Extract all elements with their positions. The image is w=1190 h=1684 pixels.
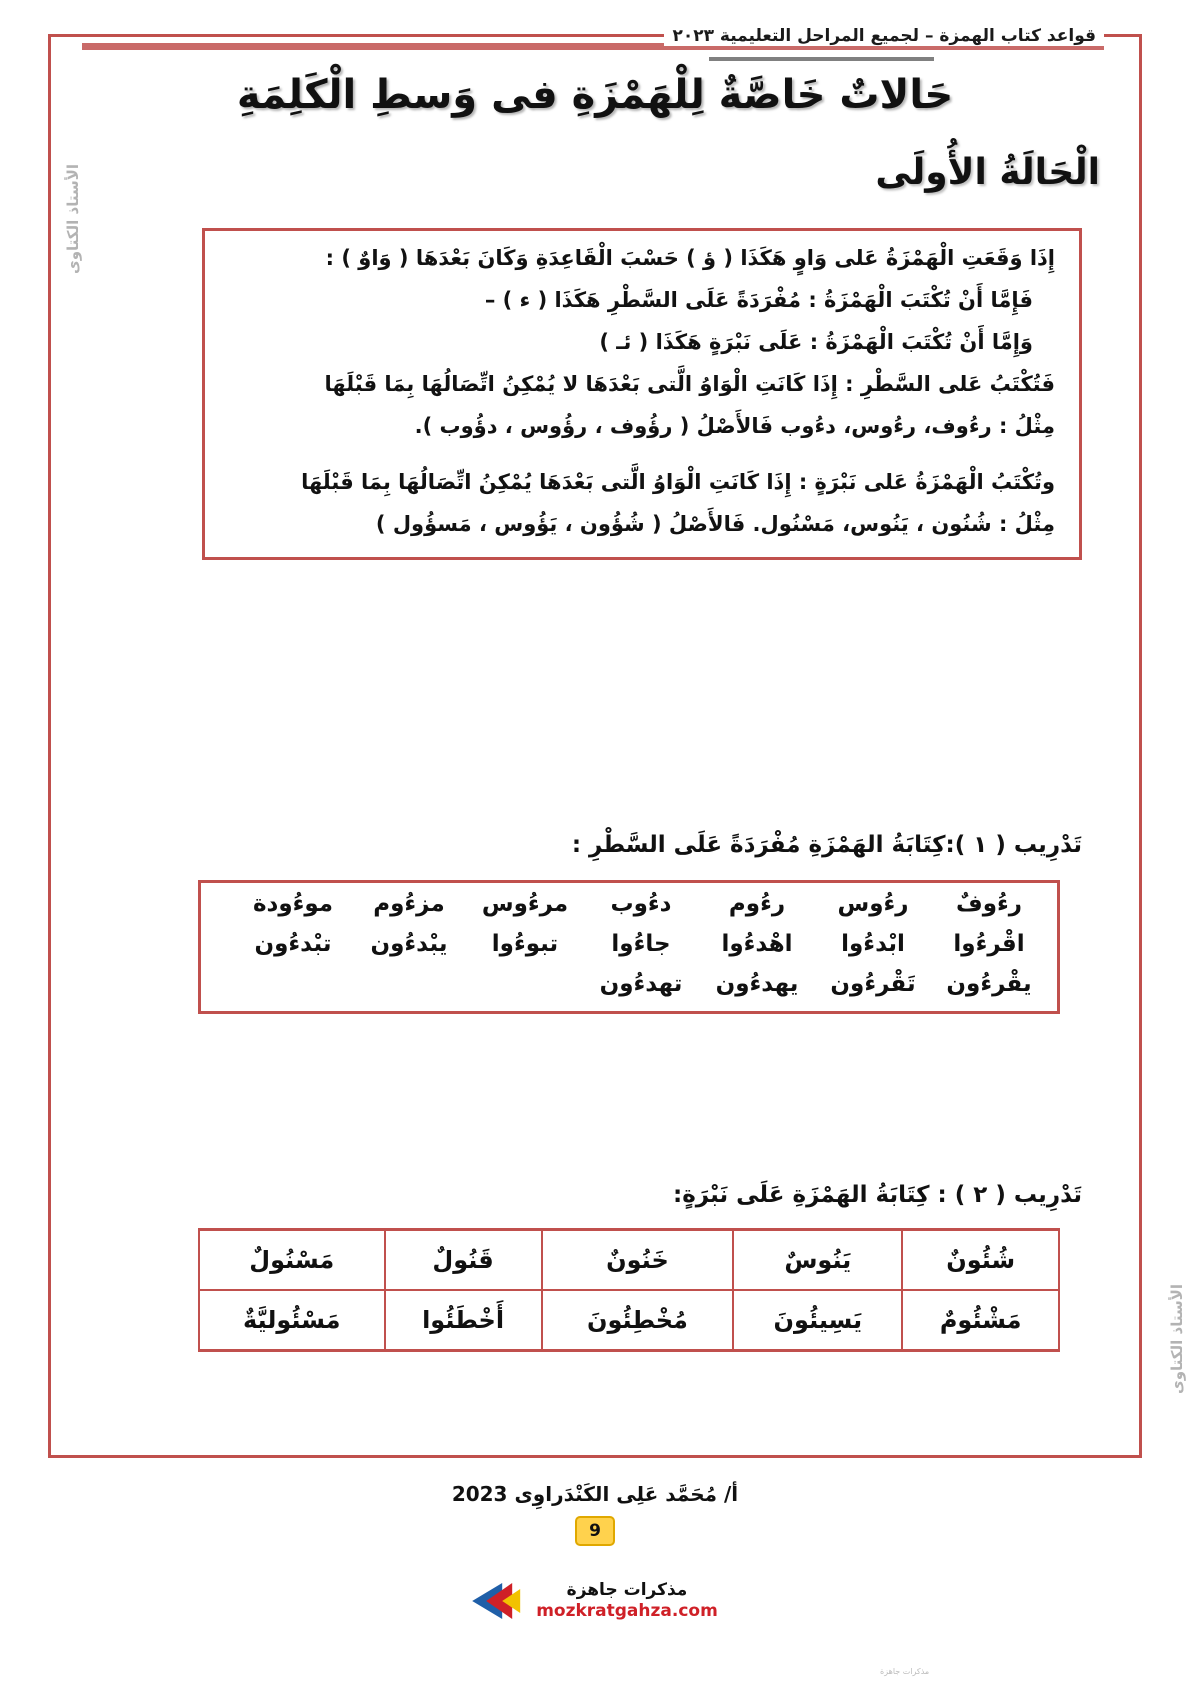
word-cell: مُخْطِئُونَ xyxy=(542,1290,734,1351)
word-cell: تبوءُوا xyxy=(491,931,559,957)
brand-url: mozkratgahza.com xyxy=(536,1601,718,1622)
exercise-2-heading: تَدْرِيب ( ٢ ) : كِتَابَةُ الهَمْزَةِ عَلَى نَبْرَةٍ: xyxy=(673,1182,1082,1208)
word-cell: مَسْئُوليَّةٌ xyxy=(199,1290,385,1351)
word-cell: جاءُوا xyxy=(611,931,671,957)
table-row xyxy=(211,971,1047,997)
word-cell: يبْدءُون xyxy=(370,931,448,957)
word-cell: موءُودة xyxy=(252,891,334,917)
word-cell: يَسِيئُونَ xyxy=(733,1290,902,1351)
word-cell: اهْدءُوا xyxy=(721,931,793,957)
footer-year: 2023 xyxy=(451,1482,508,1506)
table-row xyxy=(211,931,1047,957)
rule-line: وتُكْتَبُ الْهَمْزَةُ عَلى نَبْرَةٍ : إِذَا كَانَتِ الْوَاوُ الَّتى بَعْدَهَا يُمْكِنُ اتِّصَالُهَا بِمَا قَبْلَهَا xyxy=(301,470,1055,495)
word-cell: رءُوس xyxy=(837,891,909,917)
table-row xyxy=(211,891,1047,917)
word-cell: شُئُونٌ xyxy=(902,1230,1059,1291)
page-number-badge: 9 xyxy=(575,1516,615,1546)
table-row xyxy=(199,1290,1059,1351)
word-cell: مَسْنُولٌ xyxy=(199,1230,385,1291)
word-cell: يهدءُون xyxy=(715,971,799,997)
footer-author xyxy=(0,1482,1190,1506)
table-row xyxy=(199,1230,1059,1291)
rule-line-example: مِثْلُ : رءُوف، رءُوس، دءُوب فَالأَصْلُ ( رؤُوف ، رؤُوس ، دؤُوب ). xyxy=(414,414,1055,439)
word-cell: رءُوم xyxy=(728,891,786,917)
author-name: أ/ مُحَمَّد عَلِى الكَنْدَراوِى xyxy=(514,1482,739,1506)
word-cell: مرءُوس xyxy=(481,891,569,917)
word-cell: اقْرءُوا xyxy=(953,931,1025,957)
exercise-1-heading: تَدْرِيب ( ١ ):كِتَابَةُ الهَمْزَةِ مُفْرَدَةً عَلَى السَّطْرِ : xyxy=(571,832,1082,858)
word-cell: مَشْئُومٌ xyxy=(902,1290,1059,1351)
rule-line: فَإِمَّا أَنْ تُكْتَبَ الْهَمْزَةُ : مُفْرَدَةً عَلَى السَّطْرِ هَكَذَا ( ء ) – xyxy=(484,288,1033,313)
word-cell: ابْدءُوا xyxy=(841,931,905,957)
word-cell: مزءُوم xyxy=(373,891,445,917)
running-header xyxy=(300,26,1104,56)
exercise-1-table xyxy=(198,880,1060,1014)
exercise-2-table xyxy=(198,1228,1060,1352)
header-underline xyxy=(709,57,934,61)
word-cell: تَقْرءُون xyxy=(830,971,916,997)
word-cell: تبْدءُون xyxy=(254,931,332,957)
corner-note: مذكرات جاهزة xyxy=(880,1667,930,1676)
brand-block xyxy=(472,1580,718,1623)
brand-title: مذكرات جاهزة xyxy=(566,1580,688,1600)
rule-line: فَتُكْتَبُ عَلى السَّطْرِ : إِذَا كَانَتِ الْوَاوُ الَّتى بَعْدَهَا لا يُمْكِنُ اتِّصَالُهَا بِمَا قَبْلَهَا xyxy=(324,372,1055,397)
word-cell: دءُوب xyxy=(610,891,672,917)
case-heading: الْحَالَةُ الأُولَى xyxy=(875,152,1100,193)
word-cell: يقْرءُون xyxy=(946,971,1032,997)
word-cell: قَنُولٌ xyxy=(385,1230,542,1291)
running-header-text: قواعد كتاب الهمزة – لجميع المراحل التعليمية ٢٠٢٣ xyxy=(664,26,1104,46)
brand-logo-icon xyxy=(472,1581,526,1621)
word-cell: يَنُوسٌ xyxy=(733,1230,902,1291)
watermark-top: الأستاذ الكتاوى xyxy=(64,163,83,275)
rule-line: وَإِمَّا أَنْ تُكْتَبَ الْهَمْزَةُ : عَلَى نَبْرَةٍ هَكَذَا ( ئـ ) xyxy=(599,330,1033,355)
rule-line-example: مِثْلُ : شُنُون ، يَنُوس، مَسْنُول. فَالأَصْلُ ( شُؤُون ، يَؤُوس ، مَسؤُول ) xyxy=(375,512,1055,537)
rules-box xyxy=(202,228,1082,560)
page-title: حَالاتٌ خَاصَّةٌ لِلْهَمْزَةِ فى وَسطِ الْكَلِمَةِ xyxy=(236,72,954,118)
word-cell: تهدءُون xyxy=(599,971,683,997)
word-cell: خَنُونٌ xyxy=(542,1230,734,1291)
watermark-bottom: الأستاذ الكتاوى xyxy=(1168,1283,1187,1395)
word-cell: أَخْطَئُوا xyxy=(385,1290,542,1351)
word-cell: رءُوفٌ xyxy=(955,891,1022,917)
rule-line: إِذَا وَقَعَتِ الْهَمْزَةُ عَلى وَاوٍ هَكَذَا ( ؤ ) حَسْبَ الْقَاعِدَةِ وَكَانَ بَعْدَهَا ( وَاوٌ ) : xyxy=(325,246,1055,270)
